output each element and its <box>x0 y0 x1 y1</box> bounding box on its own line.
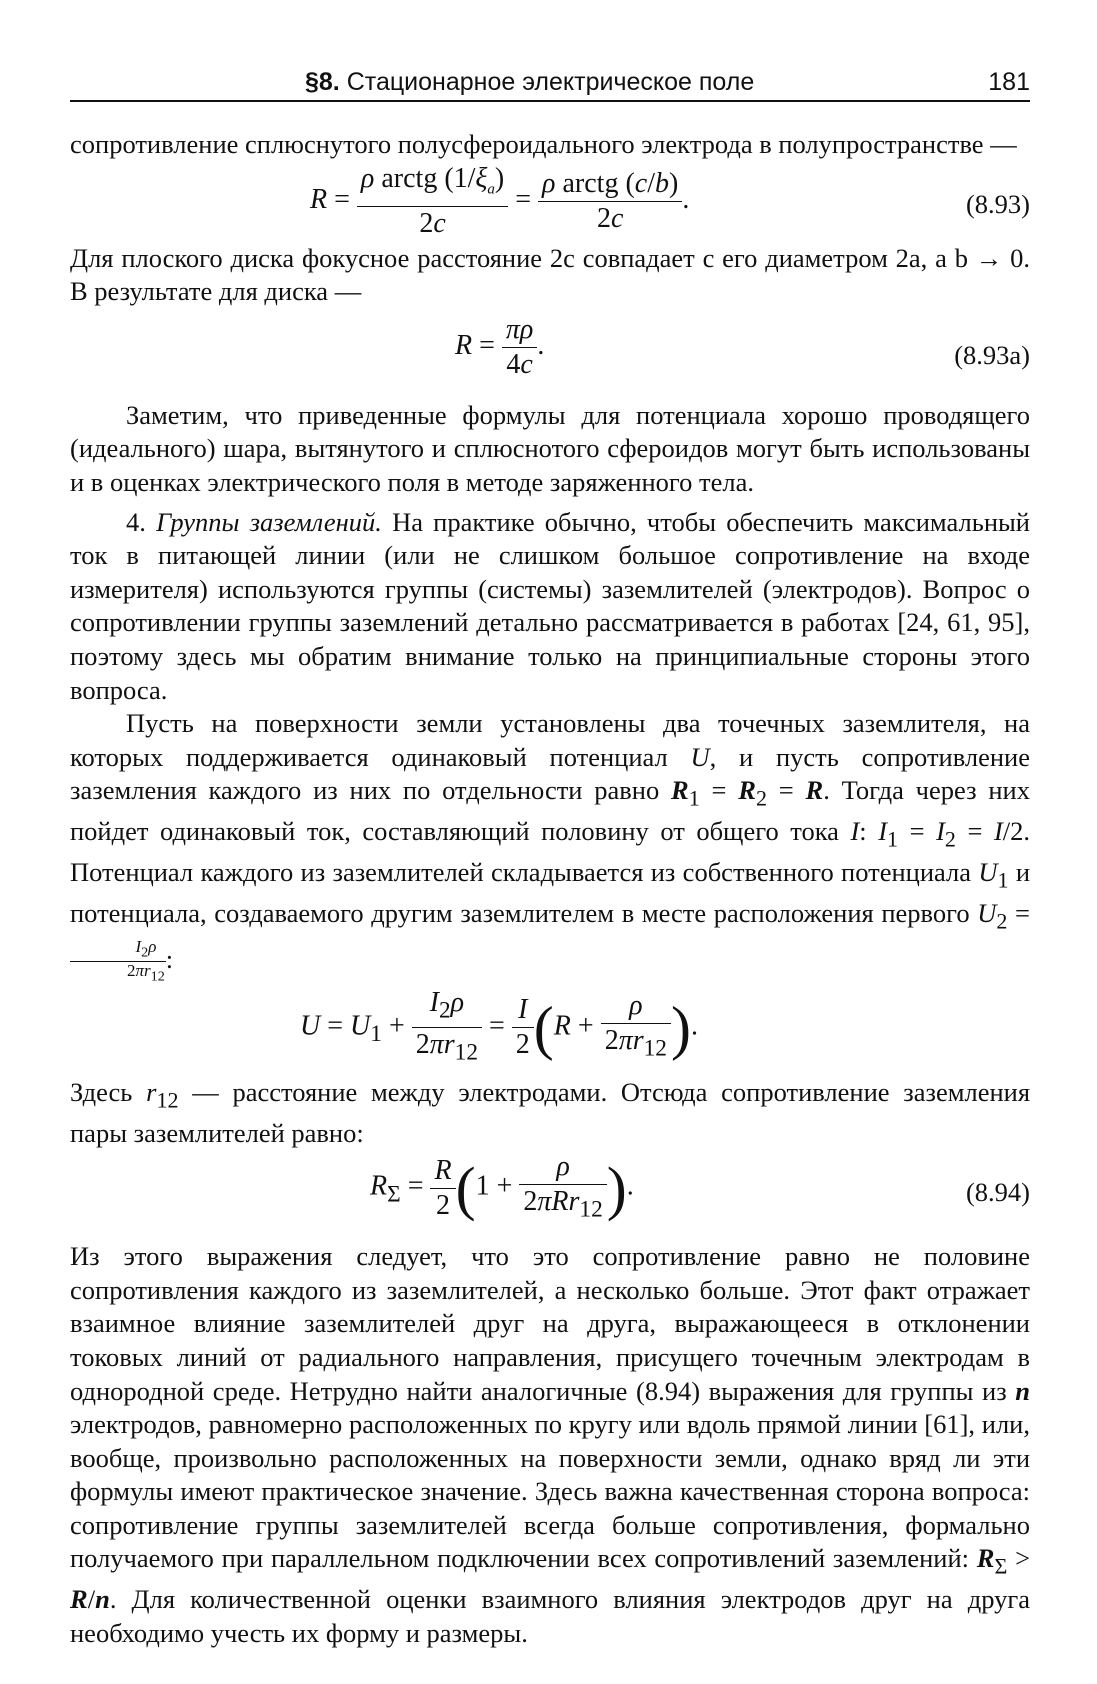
main-text <box>70 128 1030 1651</box>
paragraph-5: Пусть на поверхности земли установлены два точечных заземлителя, на которых поддерживается одинаковый потенциал U, и пусть сопротивление заземления каждого из них по отдельности равно $R_1 = R_2 = R$. Тогда через них пойдет одинаковый ток, составляющий половину от общего тока I: $I_1 = I_2 = I/2$. Потенциал каждого из заземлителей складывается из собственного потенциала $U_1$ и потенциала, создаваемого другим заземлителем в месте расположения первого $U_2$ = $\frac{I_2\rho}{2\pi r_{12}}$ : <box>70 708 1031 985</box>
equation-potential: $U = U_1$ + $\frac{I_2\rho}{2\pi r_{12}}$ = $\frac{I}{2}$ (R + $\frac{\rho}{2\pi r_{12}}$ ). <box>300 986 698 1066</box>
equation-8-93: R = $\frac{\rho arctg (1/\xi_a)}{2c}$ = $\frac{\text{ρ arctg (c/b)}}{2c}$ . (8.93) <box>310 162 1030 240</box>
section-title: §8. Стационарное электрическое поле <box>305 68 755 96</box>
equation-8-94: $R_\Sigma$ = $\frac{R}{2}$ (1 + $\frac{\rho}{2\pi Rr_{12}}$ ). (8.94) <box>370 1151 1030 1223</box>
running-head <box>70 64 1030 104</box>
header-rule <box>70 100 1030 102</box>
paragraph-4: 4. Группы заземлений. На практике обычно, чтобы обеспечить максимальный ток в питающей линии (или не слишком большое сопротивление на входе измерителя) используются группы (системы) заземлителей (электродов). Вопрос о сопротивлении группы заземлений детально рассматривается в работах [24, 61, 95], поэтому здесь мы обратим внимание только на принципиальные стороны этого вопроса. <box>70 506 1030 705</box>
book-page <box>70 0 1030 1684</box>
equation-label: (8.93) <box>965 188 1030 219</box>
paragraph-7: Из этого выражения следует, что это сопротивление равно не половине сопротивления каждого из заземлителей, а несколько больше. Этот факт отражает взаимное влияние заземлителей друг на друга, выражающееся в отклонении токовых линий от радиального направления, присущего точечным электродам в однородной среде. Нетрудно найти аналогичные (8.94) выражения для группы из n электродов, равномерно расположенных по кругу или вдоль прямой линии [61], или, вообще, произвольно расположенных на поверхности земли, однако вряд ли эти формулы имеют практическое значение. Здесь важна качественная сторона вопроса: сопротивление группы заземлителей всегда больше сопротивления, формально получаемого при параллельном подключении всех сопротивлений заземлений: $R_\Sigma > R/n$. Для количественной оценки взаимного влияния электродов друг на друга необходимо учесть их форму и размеры. <box>70 1241 1031 1648</box>
equation-label: (8.93a) <box>954 339 1030 370</box>
equation-8-93a: R = $\frac{\pi\rho}{4c}$ . (8.93a) <box>455 313 1030 380</box>
equation-label: (8.94) <box>965 1177 1030 1208</box>
page-number: 181 <box>988 68 1030 96</box>
paragraph-1: сопротивление сплюснутого полусфероидального электрода в полупространстве — <box>70 129 1017 159</box>
paragraph-6: Здесь $r_{12}$ — расстояние между электродами. Отсюда сопротивление заземления пары заземлителей равно: <box>70 1076 1031 1148</box>
paragraph-2: Для плоского диска фокусное расстояние 2c совпадает с его диаметром 2a, а b → 0. В результате для диска — <box>70 242 1030 307</box>
paragraph-3: Заметим, что приведенные формулы для потенциала хорошо проводящего (идеального) шара, вытянутого и сплюснотого сфероидов могут быть использованы и в оценках электрического поля в методе заряженного тела. <box>70 399 1030 497</box>
subsection-heading: Группы заземлений. <box>156 506 382 537</box>
